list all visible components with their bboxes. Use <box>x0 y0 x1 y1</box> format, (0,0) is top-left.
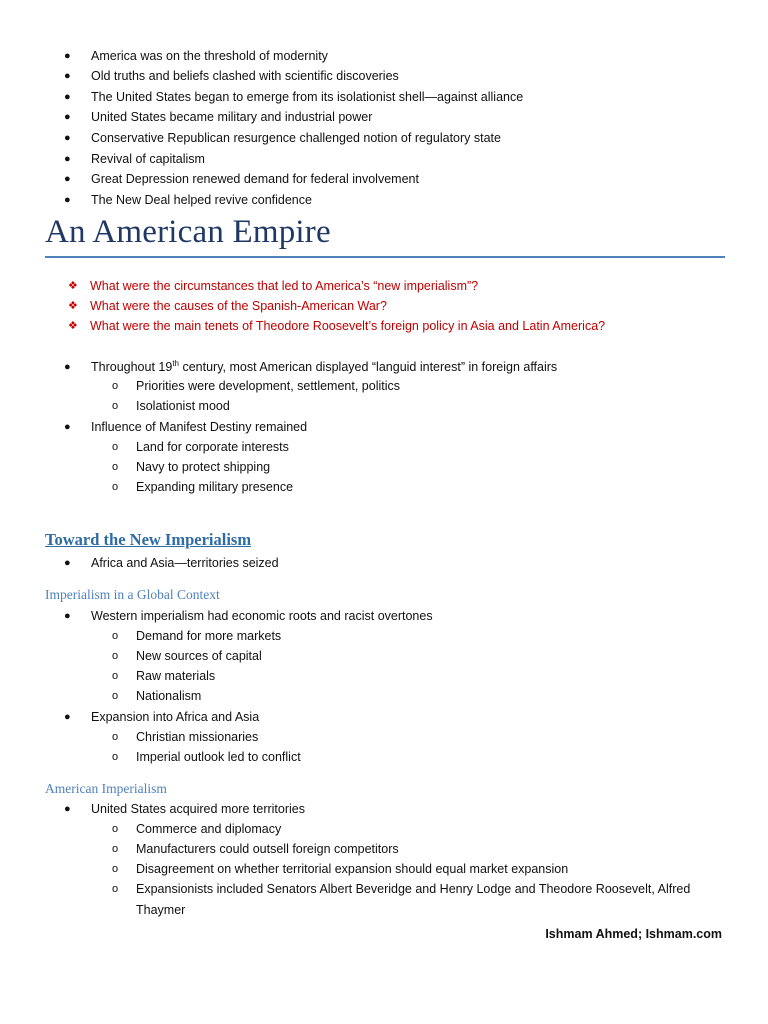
page-title: An American Empire <box>45 214 331 250</box>
sub-bullet-marker: o <box>112 400 119 412</box>
diamond-icon: ❖ <box>68 300 78 312</box>
sub-bullet-marker: o <box>112 863 119 875</box>
bullet-marker: ● <box>64 111 71 123</box>
bullet-marker: ● <box>64 153 71 165</box>
bullet-marker: ● <box>64 50 71 62</box>
diamond-icon: ❖ <box>68 280 78 292</box>
sub-bullet-marker: o <box>112 690 119 702</box>
diamond-icon: ❖ <box>68 320 78 332</box>
bullet-marker: ● <box>64 70 71 82</box>
subsection-heading: Imperialism in a Global Context <box>45 587 220 602</box>
sub-bullet-marker: o <box>112 380 119 392</box>
author-credit: Ishmam Ahmed; Ishmam.com <box>545 927 722 941</box>
bullet-marker: ● <box>64 132 71 144</box>
bullet-marker: ● <box>64 711 71 723</box>
sub-bullet-marker: o <box>112 883 119 895</box>
bullet-marker: ● <box>64 361 71 373</box>
bullet-marker: ● <box>64 173 71 185</box>
sub-bullet-marker: o <box>112 731 119 743</box>
bullet-marker: ● <box>64 557 71 569</box>
bullet-marker: ● <box>64 194 71 206</box>
sub-bullet-marker: o <box>112 650 119 662</box>
sub-bullet-marker: o <box>112 441 119 453</box>
title-rule <box>45 256 725 258</box>
bullet-marker: ● <box>64 421 71 433</box>
bullet-marker: ● <box>64 803 71 815</box>
sub-bullet-marker: o <box>112 481 119 493</box>
document-page: ● America was on the threshold of modernity ● Old truths and beliefs clashed with scientific discoveries ● The United States began to emerge from its isolationist shell—against alliance ● United States became military and industrial power ● Conservative Republican resurgence challenged notion of regulatory state ● Revival of capitalism ● Great Depression renewed demand for federal involvement ● The New Deal helped revive confidence An American Empire ❖ What were the circumstances that led to America’s “new imperialism”? ❖ What were the causes of the Spanish-American War? ❖ What were the main tenets of Theodore Roosevelt’s foreign policy in Asia and Latin America? ● Throughout 19th century, most American displayed “languid interest” in foreign affairs o Priorities were development, settlement, politics o Isolationist mood ● Influence of Manifest Destiny remained o Land for corporate interests o Navy to protect shipping o Expanding military presence Toward the New Imperialism ● Africa and Asia—territories seized Imperialism in a Global Context ● Western imperialism had economic roots and racist overtones o Demand for more markets o New sources of capital o Raw materials o Nationalism ● Expansion into Africa and Asia o Christian missionaries o Imperial outlook led to conflict American Imperialism ● United States acquired more territories o Commerce and diplomacy o Manufacturers could outsell foreign competitors o Disagreement on whether territorial expansion should equal market expansion o Expansionists included Senators Albert Beveridge and Henry Lodge and Theodore Roosevelt, Alfred Thaymer Ishmam Ahmed; Ishmam.com <box>0 0 768 1024</box>
sub-bullet-marker: o <box>112 843 119 855</box>
subsection-heading: American Imperialism <box>45 781 167 796</box>
sub-bullet-marker: o <box>112 630 119 642</box>
sub-bullet-marker: o <box>112 751 119 763</box>
sub-bullet-marker: o <box>112 670 119 682</box>
bullet-marker: ● <box>64 610 71 622</box>
section-heading: Toward the New Imperialism <box>45 530 252 549</box>
bullet-marker: ● <box>64 91 71 103</box>
sub-bullet-marker: o <box>112 461 119 473</box>
sub-bullet-marker: o <box>112 823 119 835</box>
